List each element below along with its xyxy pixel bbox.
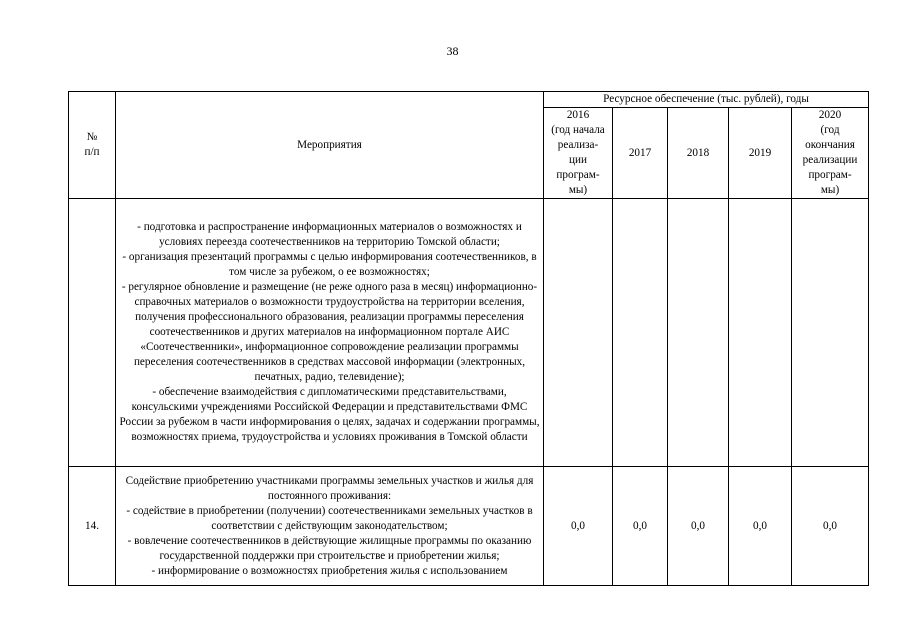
value-2018: 0,0 — [668, 467, 729, 586]
event-description — [116, 467, 544, 586]
resource-table — [68, 91, 869, 586]
event-description — [116, 199, 544, 467]
value-2017: 0,0 — [613, 467, 668, 586]
value-2020: 0,0 — [792, 467, 869, 586]
page-number: 38 — [446, 44, 459, 58]
header-year-2018: 2018 — [668, 108, 729, 199]
header-num: № п/п — [69, 92, 116, 199]
value-2020 — [792, 199, 869, 467]
table-row — [69, 467, 869, 586]
event-paragraph: - вовлечение соотечественников в действующие жилищные программы по оказанию государственной поддержки при строительстве и приобретении жилья; — [127, 534, 532, 562]
event-paragraph: Содействие приобретению участниками программы земельных участков и жилья для постоянного проживания: — [125, 474, 534, 502]
event-paragraph: - обеспечение взаимодействия с дипломатическими представительствами, консульскими учреждениями Российской Федерации и представительствами ФМС России за рубежом в части информирования о целях, задачах и содержании программы, возможностях приема, трудоустройства и условиях проживания в Томской области — [119, 386, 540, 443]
value-2016 — [544, 199, 613, 467]
row-number: 14. — [69, 467, 116, 586]
event-paragraph: - регулярное обновление и размещение (не реже одного раза в месяц) информационно-справочных материалов о возможности трудоустройства на территории вселения, получения профессионального образования, реализации программы переселения соотечественников и других материалов на информационном портале АИС «Соотечественники», информационное сопровождение реализации программы переселения соотечественников в средствах массовой информации (электронных, печатных, радио, телевидение); — [121, 281, 538, 383]
row-number — [69, 199, 116, 467]
value-2018 — [668, 199, 729, 467]
header-year-2017: 2017 — [613, 108, 668, 199]
event-paragraph: - содействие в приобретении (получении) соотечественниками земельных участков в соответствии с действующим законодательством; — [126, 504, 533, 532]
event-paragraph: - подготовка и распространение информационных материалов о возможностях и условиях переезда соотечественников на территорию Томской области; — [137, 221, 522, 248]
value-2016: 0,0 — [544, 467, 613, 586]
header-event: Мероприятия — [116, 92, 544, 199]
header-resource: Ресурсное обеспечение (тыс. рублей), годы — [544, 92, 869, 108]
value-2019 — [729, 199, 792, 467]
header-year-2016: 2016 (год начала реализа- ции програм- мы) — [544, 108, 613, 199]
header-year-2020: 2020 (год окончания реализации програм- мы) — [792, 108, 869, 199]
value-2019: 0,0 — [729, 467, 792, 586]
event-paragraph: - организация презентаций программы с целью информирования соотечественников, в том числе за рубежом, о ее возможностях; — [122, 251, 537, 278]
header-year-2019: 2019 — [729, 108, 792, 199]
event-paragraph: - информирование о возможностях приобретения жилья с использованием — [151, 564, 508, 577]
table-row — [69, 199, 869, 467]
value-2017 — [613, 199, 668, 467]
